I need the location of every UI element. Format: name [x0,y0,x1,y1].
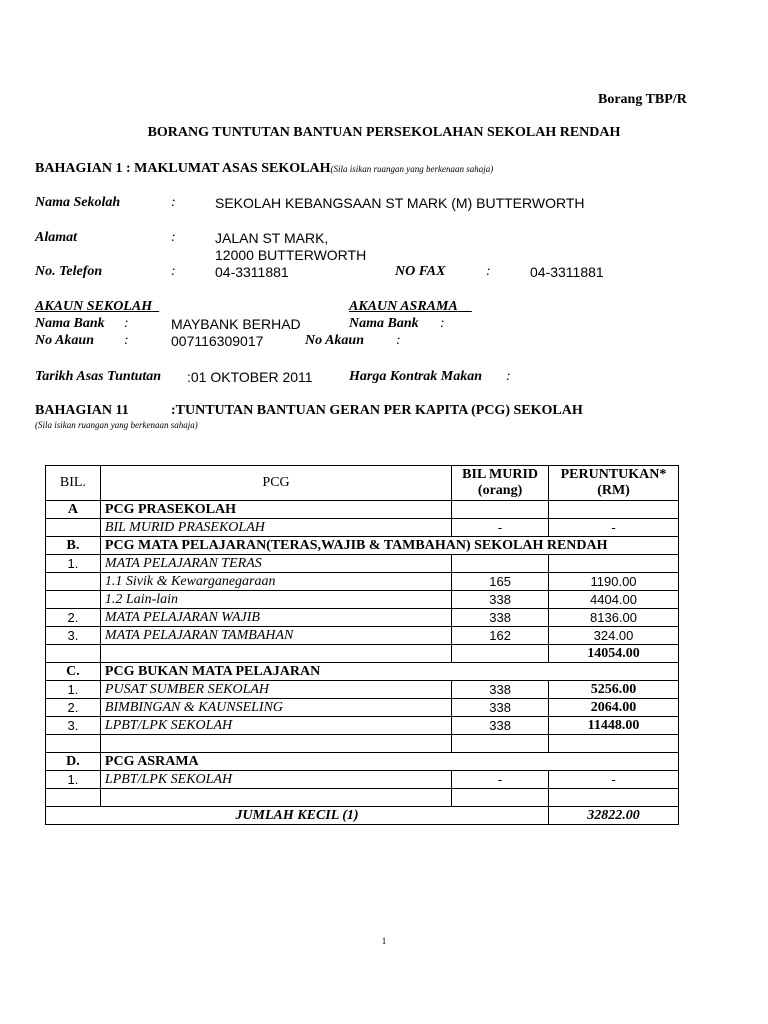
section1-heading [35,161,493,177]
row-no: 2. [46,609,101,627]
row-murid: 338 [452,717,549,735]
row-murid: 165 [452,573,549,591]
colon: : [486,264,491,279]
row-title: PCG BUKAN MATA PELAJARAN [100,663,678,681]
phone-label: No. Telefon [35,264,103,279]
row-no [46,591,101,609]
row-label: LPBT/LPK SEKOLAH [100,771,451,789]
page-number: 1 [381,936,387,946]
colon: : [124,333,129,348]
row-murid: 338 [452,591,549,609]
contract-label: Harga Kontrak Makan [349,369,483,384]
table-row [46,519,679,537]
header-pcg: PCG [100,466,451,501]
hostel-account-heading [349,299,472,315]
row-murid [452,645,549,663]
colon: : [440,316,445,331]
claim-date-value: :01 OKTOBER 2011 [187,369,313,385]
row-rm: 5256.00 [549,681,679,699]
row-murid [452,501,549,519]
header-murid-1: BIL MURID [462,467,539,482]
row-no: C. [46,663,101,681]
table-row [46,591,679,609]
row-label: PUSAT SUMBER SEKOLAH [100,681,451,699]
row-murid [452,735,549,753]
table-row [46,699,679,717]
row-rm: - [549,771,679,789]
table-header-row [46,466,679,501]
row-no [46,645,101,663]
table-row [46,537,679,555]
section1-note: (Sila isikan ruangan yang berkenaan sahaja) [330,164,494,174]
table-row [46,735,679,753]
table-row [46,771,679,789]
row-rm [549,789,679,807]
row-label: MATA PELAJARAN TERAS [100,555,451,573]
bank-label: Nama Bank [35,316,105,331]
row-no: B. [46,537,101,555]
row-murid [452,555,549,573]
row-rm: 2064.00 [549,699,679,717]
section2-heading-right: :TUNTUTAN BANTUAN GERAN PER KAPITA (PCG) SEKOLAH [171,403,583,418]
header-peruntukan [549,466,679,501]
row-rm: 324.00 [549,627,679,645]
table-row [46,717,679,735]
section2-heading-left: BAHAGIAN 11 [35,403,129,418]
header-murid-2: (orang) [477,483,523,498]
row-rm: - [549,519,679,537]
phone-value: 04-3311881 [215,264,289,280]
address-line1: JALAN ST MARK, [215,230,329,246]
colon: : [124,316,129,331]
subtotal-b: 14054.00 [549,645,679,663]
row-title: PCG PRASEKOLAH [100,501,451,519]
hostel-account-heading-text: AKAUN ASRAMA [349,299,458,314]
row-no: 1. [46,555,101,573]
section1-heading-text: BAHAGIAN 1 : MAKLUMAT ASAS SEKOLAH [35,161,331,176]
row-no [46,519,101,537]
account-value: 007116309017 [171,333,264,349]
table-row [46,555,679,573]
table-row [46,645,679,663]
row-label: 1.2 Lain-lain [100,591,451,609]
row-label: 1.1 Sivik & Kewarganegaraan [100,573,451,591]
colon: : [171,195,176,210]
row-rm: 4404.00 [549,591,679,609]
colon: : [171,230,176,245]
row-murid: - [452,519,549,537]
row-no: 1. [46,771,101,789]
school-account-heading [35,299,159,315]
table-row [46,609,679,627]
row-no: 3. [46,627,101,645]
pcg-table [45,465,679,825]
address-label: Alamat [35,230,78,245]
row-murid: 338 [452,609,549,627]
row-rm: 8136.00 [549,609,679,627]
row-label: BIL MURID PRASEKOLAH [100,519,451,537]
total-value: 32822.00 [549,807,679,825]
bank-value: MAYBANK BERHAD [171,316,301,332]
section2-note: (Sila isikan ruangan yang berkenaan sahaja) [35,420,198,430]
row-label: MATA PELAJARAN WAJIB [100,609,451,627]
row-label [100,789,451,807]
row-no [46,789,101,807]
row-rm: 11448.00 [549,717,679,735]
header-murid [452,466,549,501]
row-no: 3. [46,717,101,735]
row-murid: - [452,771,549,789]
table-row [46,681,679,699]
row-label [100,735,451,753]
table-row [46,789,679,807]
row-rm [549,555,679,573]
row-murid: 338 [452,699,549,717]
school-name-value: SEKOLAH KEBANGSAAN ST MARK (M) BUTTERWORTH [215,195,585,211]
row-label: BIMBINGAN & KAUNSELING [100,699,451,717]
account-label: No Akaun [35,333,95,348]
header-peruntukan-1: PERUNTUKAN* [560,467,667,482]
claim-date-label: Tarikh Asas Tuntutan [35,369,162,384]
fax-value: 04-3311881 [530,264,604,280]
row-title: PCG MATA PELAJARAN(TERAS,WAJIB & TAMBAHAN) SEKOLAH RENDAH [100,537,678,555]
row-rm: 1190.00 [549,573,679,591]
fax-label: NO FAX [395,264,446,279]
row-murid: 338 [452,681,549,699]
row-murid [452,789,549,807]
table-row [46,663,679,681]
form-code: Borang TBP/R [598,92,687,107]
header-bil: BIL. [46,466,101,501]
colon: : [171,264,176,279]
row-rm [549,735,679,753]
row-no: A [46,501,101,519]
table-row [46,573,679,591]
table-row [46,501,679,519]
hostel-bank-label: Nama Bank [349,316,419,331]
row-label: LPBT/LPK SEKOLAH [100,717,451,735]
row-no [46,735,101,753]
colon: : [396,333,401,348]
address-line2: 12000 BUTTERWORTH [215,247,367,263]
row-murid: 162 [452,627,549,645]
total-label: JUMLAH KECIL (1) [46,807,549,825]
row-no: D. [46,753,101,771]
page-title: BORANG TUNTUTAN BANTUAN PERSEKOLAHAN SEKOLAH RENDAH [147,125,621,140]
row-no: 2. [46,699,101,717]
table-row [46,753,679,771]
table-row [46,627,679,645]
row-title: PCG ASRAMA [100,753,678,771]
row-label [100,645,451,663]
header-peruntukan-2: (RM) [597,483,630,498]
row-rm [549,501,679,519]
row-label: MATA PELAJARAN TAMBAHAN [100,627,451,645]
school-name-label: Nama Sekolah [35,195,121,210]
row-no [46,573,101,591]
colon: : [506,369,511,384]
total-row [46,807,679,825]
school-account-heading-text: AKAUN SEKOLAH [35,299,153,314]
row-no: 1. [46,681,101,699]
hostel-account-label: No Akaun [305,333,365,348]
